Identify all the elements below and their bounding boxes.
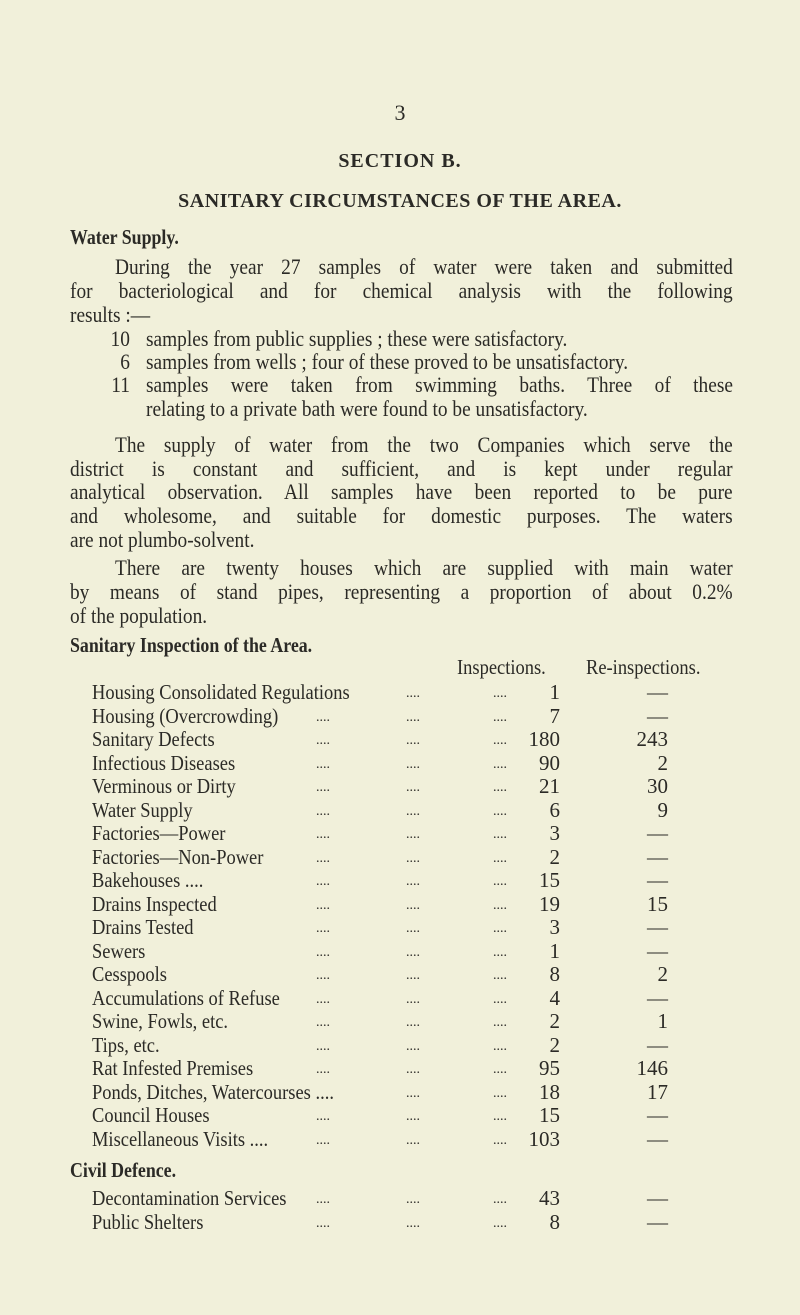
leader-dots: .... bbox=[316, 710, 330, 725]
leader-dots: .... bbox=[406, 804, 420, 819]
result-text: samples were taken from swimming baths. Three of these bbox=[146, 372, 733, 397]
reinspections-value: — bbox=[647, 1103, 668, 1127]
leader-dots: .... bbox=[493, 1109, 507, 1124]
reinspections-value: 2 bbox=[657, 751, 668, 775]
leader-dots: .... bbox=[316, 780, 330, 795]
leader-dots: .... bbox=[316, 945, 330, 960]
leader-dots: .... bbox=[493, 1039, 507, 1054]
inspections-value: 1 bbox=[549, 680, 560, 704]
inspections-value: 15 bbox=[539, 1103, 560, 1127]
leader-dots: .... bbox=[316, 1192, 330, 1207]
row-label: Tips, etc. bbox=[92, 1033, 160, 1057]
leader-dots: .... bbox=[406, 757, 420, 772]
reinspections-value: 2 bbox=[657, 962, 668, 986]
leader-dots: .... bbox=[493, 874, 507, 889]
reinspections-value: 30 bbox=[647, 774, 668, 798]
table-row bbox=[0, 1056, 800, 1080]
inspections-value: 7 bbox=[549, 704, 560, 728]
row-label: Miscellaneous Visits .... bbox=[92, 1127, 269, 1151]
leader-dots: .... bbox=[493, 898, 507, 913]
row-label: Council Houses bbox=[92, 1103, 210, 1127]
inspections-value: 19 bbox=[539, 892, 560, 916]
row-label: Drains Tested bbox=[92, 915, 194, 939]
row-label: Factories—Non-Power bbox=[92, 845, 264, 869]
inspections-value: 180 bbox=[528, 727, 560, 751]
civil-defence-heading: Civil Defence. bbox=[70, 1158, 177, 1182]
inspections-value: 43 bbox=[539, 1186, 560, 1210]
reinspections-value: — bbox=[647, 868, 668, 892]
leader-dots: .... bbox=[406, 968, 420, 983]
leader-dots: .... bbox=[406, 1216, 420, 1231]
result-text: samples from public supplies ; these were satisfactory. bbox=[146, 326, 568, 351]
leader-dots: .... bbox=[406, 1039, 420, 1054]
reinspections-value: — bbox=[647, 986, 668, 1010]
leader-dots: .... bbox=[493, 992, 507, 1007]
table-row bbox=[0, 915, 800, 939]
reinspections-value: 146 bbox=[636, 1056, 668, 1080]
row-label: Accumulations of Refuse bbox=[92, 986, 280, 1010]
inspections-value: 90 bbox=[539, 751, 560, 775]
reinspections-value: 15 bbox=[647, 892, 668, 916]
paragraph-line: of the population. bbox=[70, 603, 208, 628]
row-label: Housing Consolidated Regulations bbox=[92, 680, 350, 704]
inspections-value: 2 bbox=[549, 845, 560, 869]
result-number: 11 bbox=[111, 372, 130, 397]
inspections-value: 103 bbox=[528, 1127, 560, 1151]
leader-dots: .... bbox=[493, 757, 507, 772]
inspections-value: 3 bbox=[549, 821, 560, 845]
inspections-value: 2 bbox=[549, 1009, 560, 1033]
inspections-value: 21 bbox=[539, 774, 560, 798]
leader-dots: .... bbox=[406, 1109, 420, 1124]
sanitary-inspection-heading: Sanitary Inspection of the Area. bbox=[70, 633, 313, 657]
table-row bbox=[0, 798, 800, 822]
leader-dots: .... bbox=[406, 945, 420, 960]
column-header-inspections: Inspections. bbox=[457, 655, 546, 679]
leader-dots: .... bbox=[493, 827, 507, 842]
table-row bbox=[0, 892, 800, 916]
inspections-value: 95 bbox=[539, 1056, 560, 1080]
leader-dots: .... bbox=[406, 686, 420, 701]
inspections-value: 6 bbox=[549, 798, 560, 822]
leader-dots: .... bbox=[316, 1109, 330, 1124]
leader-dots: .... bbox=[493, 1192, 507, 1207]
inspections-value: 18 bbox=[539, 1080, 560, 1104]
leader-dots: .... bbox=[406, 1086, 420, 1101]
row-label: Cesspools bbox=[92, 962, 167, 986]
reinspections-value: — bbox=[647, 939, 668, 963]
result-number: 10 bbox=[110, 326, 130, 351]
table-row bbox=[0, 1080, 800, 1104]
leader-dots: .... bbox=[406, 1192, 420, 1207]
inspections-value: 8 bbox=[549, 962, 560, 986]
table-row bbox=[0, 1210, 800, 1234]
leader-dots: .... bbox=[493, 733, 507, 748]
row-label: Factories—Power bbox=[92, 821, 226, 845]
table-row bbox=[0, 986, 800, 1010]
leader-dots: .... bbox=[316, 968, 330, 983]
row-label: Infectious Diseases bbox=[92, 751, 236, 775]
table-row bbox=[0, 845, 800, 869]
leader-dots: .... bbox=[493, 780, 507, 795]
leader-dots: .... bbox=[316, 851, 330, 866]
row-label: Swine, Fowls, etc. bbox=[92, 1009, 229, 1033]
result-number bbox=[100, 397, 130, 421]
row-label: Public Shelters bbox=[92, 1210, 204, 1234]
reinspections-value: — bbox=[647, 1186, 668, 1210]
table-row bbox=[0, 1186, 800, 1210]
paragraph-line: analytical observation. All samples have been reported to be pure bbox=[70, 479, 733, 504]
table-row bbox=[0, 821, 800, 845]
row-label: Water Supply bbox=[92, 798, 193, 822]
leader-dots: .... bbox=[406, 1015, 420, 1030]
row-label: Bakehouses .... bbox=[92, 868, 204, 892]
inspections-value: 1 bbox=[549, 939, 560, 963]
leader-dots: .... bbox=[406, 874, 420, 889]
leader-dots: .... bbox=[406, 851, 420, 866]
result-text: relating to a private bath were found to be unsatisfactory. bbox=[146, 396, 588, 421]
leader-dots: .... bbox=[406, 921, 420, 936]
table-row bbox=[0, 751, 800, 775]
row-label: Drains Inspected bbox=[92, 892, 217, 916]
leader-dots: .... bbox=[316, 804, 330, 819]
leader-dots: .... bbox=[493, 968, 507, 983]
leader-dots: .... bbox=[493, 1133, 507, 1148]
section-title: SECTION B. bbox=[338, 150, 462, 172]
water-supply-heading: Water Supply. bbox=[70, 225, 179, 249]
main-heading: SANITARY CIRCUMSTANCES OF THE AREA. bbox=[178, 190, 622, 212]
table-row bbox=[0, 727, 800, 751]
table-row bbox=[0, 704, 800, 728]
reinspections-value: 243 bbox=[636, 727, 668, 751]
reinspections-value: 17 bbox=[647, 1080, 668, 1104]
leader-dots: .... bbox=[406, 780, 420, 795]
page-number: 3 bbox=[394, 100, 406, 125]
table-row bbox=[0, 680, 800, 704]
reinspections-value: — bbox=[647, 1127, 668, 1151]
row-label: Housing (Overcrowding) bbox=[92, 704, 279, 728]
leader-dots: .... bbox=[493, 1216, 507, 1231]
leader-dots: .... bbox=[316, 921, 330, 936]
reinspections-value: 1 bbox=[657, 1009, 668, 1033]
leader-dots: .... bbox=[493, 686, 507, 701]
leader-dots: .... bbox=[493, 945, 507, 960]
leader-dots: .... bbox=[316, 733, 330, 748]
reinspections-value: — bbox=[647, 845, 668, 869]
leader-dots: .... bbox=[493, 851, 507, 866]
leader-dots: .... bbox=[316, 757, 330, 772]
table-row bbox=[0, 939, 800, 963]
paragraph-line: The supply of water from the two Companies which serve the bbox=[115, 432, 733, 457]
row-label: Sanitary Defects bbox=[92, 727, 215, 751]
leader-dots: .... bbox=[493, 710, 507, 725]
leader-dots: .... bbox=[316, 1133, 330, 1148]
inspections-value: 15 bbox=[539, 868, 560, 892]
inspections-value: 8 bbox=[549, 1210, 560, 1234]
leader-dots: .... bbox=[316, 898, 330, 913]
table-row bbox=[0, 774, 800, 798]
row-label: Decontamination Services bbox=[92, 1186, 287, 1210]
leader-dots: .... bbox=[493, 921, 507, 936]
row-label: Verminous or Dirty bbox=[92, 774, 236, 798]
leader-dots: .... bbox=[406, 827, 420, 842]
leader-dots: .... bbox=[493, 804, 507, 819]
reinspections-value: 9 bbox=[657, 798, 668, 822]
paragraph-line: During the year 27 samples of water were taken and submitted bbox=[115, 254, 733, 279]
leader-dots: .... bbox=[406, 733, 420, 748]
paragraph-line: for bacteriological and for chemical analysis with the following bbox=[70, 278, 733, 303]
reinspections-value: — bbox=[647, 1210, 668, 1234]
table-row bbox=[0, 1009, 800, 1033]
paragraph-line: by means of stand pipes, representing a proportion of about 0.2% bbox=[70, 579, 733, 604]
leader-dots: .... bbox=[493, 1015, 507, 1030]
leader-dots: .... bbox=[316, 992, 330, 1007]
row-label: Ponds, Ditches, Watercourses .... bbox=[92, 1080, 334, 1104]
inspections-value: 2 bbox=[549, 1033, 560, 1057]
leader-dots: .... bbox=[316, 874, 330, 889]
paragraph-line: are not plumbo-solvent. bbox=[70, 527, 255, 552]
paragraph-line: and wholesome, and suitable for domestic purposes. The waters bbox=[70, 503, 733, 528]
leader-dots: .... bbox=[316, 1039, 330, 1054]
result-text: samples from wells ; four of these proved to be unsatisfactory. bbox=[146, 349, 629, 374]
column-header-reinspections: Re-inspections. bbox=[586, 655, 701, 679]
table-row bbox=[0, 1103, 800, 1127]
leader-dots: .... bbox=[406, 710, 420, 725]
leader-dots: .... bbox=[406, 992, 420, 1007]
leader-dots: .... bbox=[406, 1062, 420, 1077]
paragraph-line: There are twenty houses which are supplied with main water bbox=[115, 555, 733, 580]
leader-dots: .... bbox=[316, 827, 330, 842]
reinspections-value: — bbox=[647, 680, 668, 704]
reinspections-value: — bbox=[647, 1033, 668, 1057]
leader-dots: .... bbox=[493, 1086, 507, 1101]
row-label: Rat Infested Premises bbox=[92, 1056, 254, 1080]
paragraph-line: results :— bbox=[70, 302, 151, 327]
leader-dots: .... bbox=[406, 1133, 420, 1148]
leader-dots: .... bbox=[316, 1216, 330, 1231]
table-row bbox=[0, 962, 800, 986]
reinspections-value: — bbox=[647, 821, 668, 845]
table-row bbox=[0, 868, 800, 892]
inspections-value: 4 bbox=[549, 986, 560, 1010]
leader-dots: .... bbox=[406, 898, 420, 913]
leader-dots: .... bbox=[493, 1062, 507, 1077]
result-number: 6 bbox=[120, 349, 130, 374]
reinspections-value: — bbox=[647, 704, 668, 728]
reinspections-value: — bbox=[647, 915, 668, 939]
row-label: Sewers bbox=[92, 939, 146, 963]
table-row bbox=[0, 1033, 800, 1057]
leader-dots: .... bbox=[316, 1015, 330, 1030]
leader-dots: .... bbox=[316, 1062, 330, 1077]
table-row bbox=[0, 1127, 800, 1151]
inspections-value: 3 bbox=[549, 915, 560, 939]
paragraph-line: district is constant and sufficient, and is kept under regular bbox=[70, 456, 733, 481]
